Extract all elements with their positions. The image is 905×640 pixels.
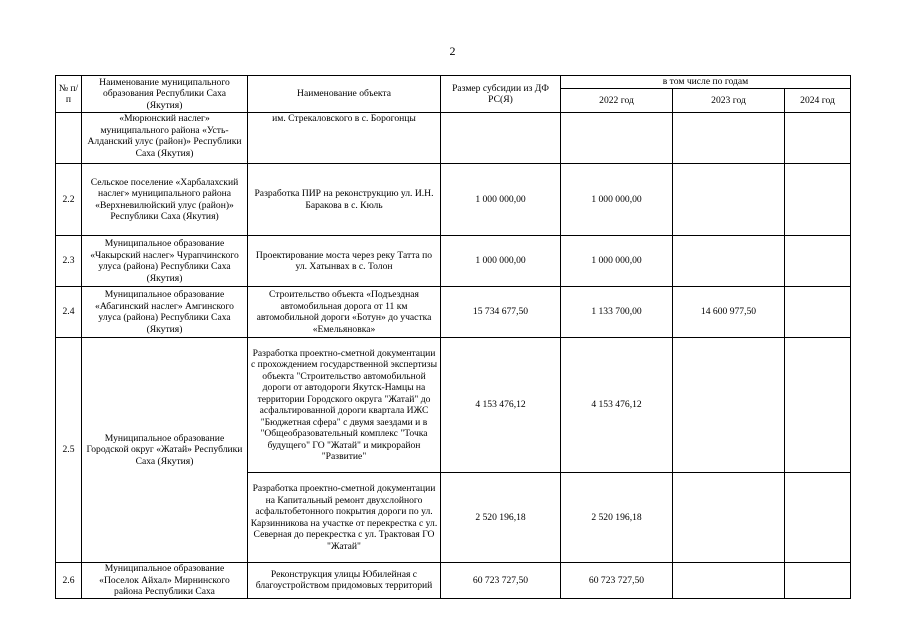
row-2022: 2 520 196,18 [561,473,673,563]
row-municipality: «Мюрюнский наслег» муниципального района «Усть-Алданский улус (район)» Республики Саха (Якутия) [82,113,248,164]
row-2023 [673,563,785,599]
subsidy-table [55,75,851,599]
row-2024 [785,287,851,338]
row-amount: 2 520 196,18 [441,473,561,563]
row-num: 2.4 [56,287,82,338]
row-2022: 4 153 476,12 [561,338,673,473]
header-2022: 2022 год [561,89,673,113]
table-row [56,236,851,287]
row-amount: 60 723 727,50 [441,563,561,599]
row-2024 [785,164,851,236]
header-row [56,76,851,89]
row-municipality: Муниципальное образование «Чакырский наслег» Чурапчинского улуса (района) Республики Саха (Якутия) [82,236,248,287]
page-number: 2 [449,44,456,58]
row-2022 [561,113,673,164]
row-2023 [673,338,785,473]
row-2024 [785,113,851,164]
table-row [56,287,851,338]
row-object: Разработка проектно-сметной документации на Капитальный ремонт двухслойного асфальтобетонного покрытия дороги по ул. Карзинникова на участке от перекрестка с ул. Северная до перекрестка с ул. Трактовая ГО "Жатай" [248,473,441,563]
row-2024 [785,236,851,287]
header-num: № п/п [56,76,82,113]
row-2024 [785,338,851,473]
row-amount: 1 000 000,00 [441,164,561,236]
row-object: Реконструкция улицы Юбилейная с благоустройством придомовых территорий [248,563,441,599]
row-municipality: Муниципальное образование Городской округ «Жатай» Республики Саха (Якутия) [82,338,248,563]
row-amount [441,113,561,164]
table-row [56,164,851,236]
row-object: им. Стрекаловского в с. Борогонцы [248,113,441,164]
row-2023 [673,113,785,164]
row-municipality: Муниципальное образование «Абагинский наслег» Амгинского улуса (района) Республики Саха (Якутия) [82,287,248,338]
row-2022: 60 723 727,50 [561,563,673,599]
row-2023 [673,236,785,287]
row-2024 [785,563,851,599]
row-2022: 1 133 700,00 [561,287,673,338]
table-row [56,113,851,164]
table-row [56,338,851,473]
header-2023: 2023 год [673,89,785,113]
row-num: 2.2 [56,164,82,236]
row-amount: 15 734 677,50 [441,287,561,338]
row-num: 2.5 [56,338,82,563]
row-2022: 1 000 000,00 [561,164,673,236]
row-object: Разработка ПИР на реконструкцию ул. И.Н. Баракова в с. Кюль [248,164,441,236]
row-2022: 1 000 000,00 [561,236,673,287]
header-by-years: в том числе по годам [561,76,851,89]
row-2024 [785,473,851,563]
row-object: Проектирование моста через реку Татта по ул. Хатынвах в с. Толон [248,236,441,287]
row-num: 2.3 [56,236,82,287]
header-2024: 2024 год [785,89,851,113]
row-municipality: Муниципальное образование «Поселок Айхал» Мирнинского района Республики Саха [82,563,248,599]
row-2023: 14 600 977,50 [673,287,785,338]
row-object: Разработка проектно-сметной документации с прохождением государственной экспертизы объекта "Строительство автомобильной дороги от автодороги Якутск-Намцы на территории Городского округа "Жатай" до асфальтированной дороги квартала ИЖС "Бюджетная сфера" с двумя заездами и в "Общеобразовательный комплекс "Точка будущего" ГО "Жатай" и микрорайон "Развитие" [248,338,441,473]
row-object: Строительство объекта «Подъездная автомобильная дорога от 11 км автомобильной дороги «Ботун» до участка «Емельяновка» [248,287,441,338]
header-municipality: Наименование муниципального образования Республики Саха (Якутия) [82,76,248,113]
row-amount: 1 000 000,00 [441,236,561,287]
row-amount: 4 153 476,12 [441,338,561,473]
row-2023 [673,164,785,236]
table-row [56,563,851,599]
header-object: Наименование объекта [248,76,441,113]
row-2023 [673,473,785,563]
row-municipality: Сельское поселение «Хаpбалахский наслег» муниципального района «Верхневилюйский улус (район)» Республики Саха (Якутия) [82,164,248,236]
row-num: 2.6 [56,563,82,599]
header-amount: Размер субсидии из ДФ РС(Я) [441,76,561,113]
row-num [56,113,82,164]
